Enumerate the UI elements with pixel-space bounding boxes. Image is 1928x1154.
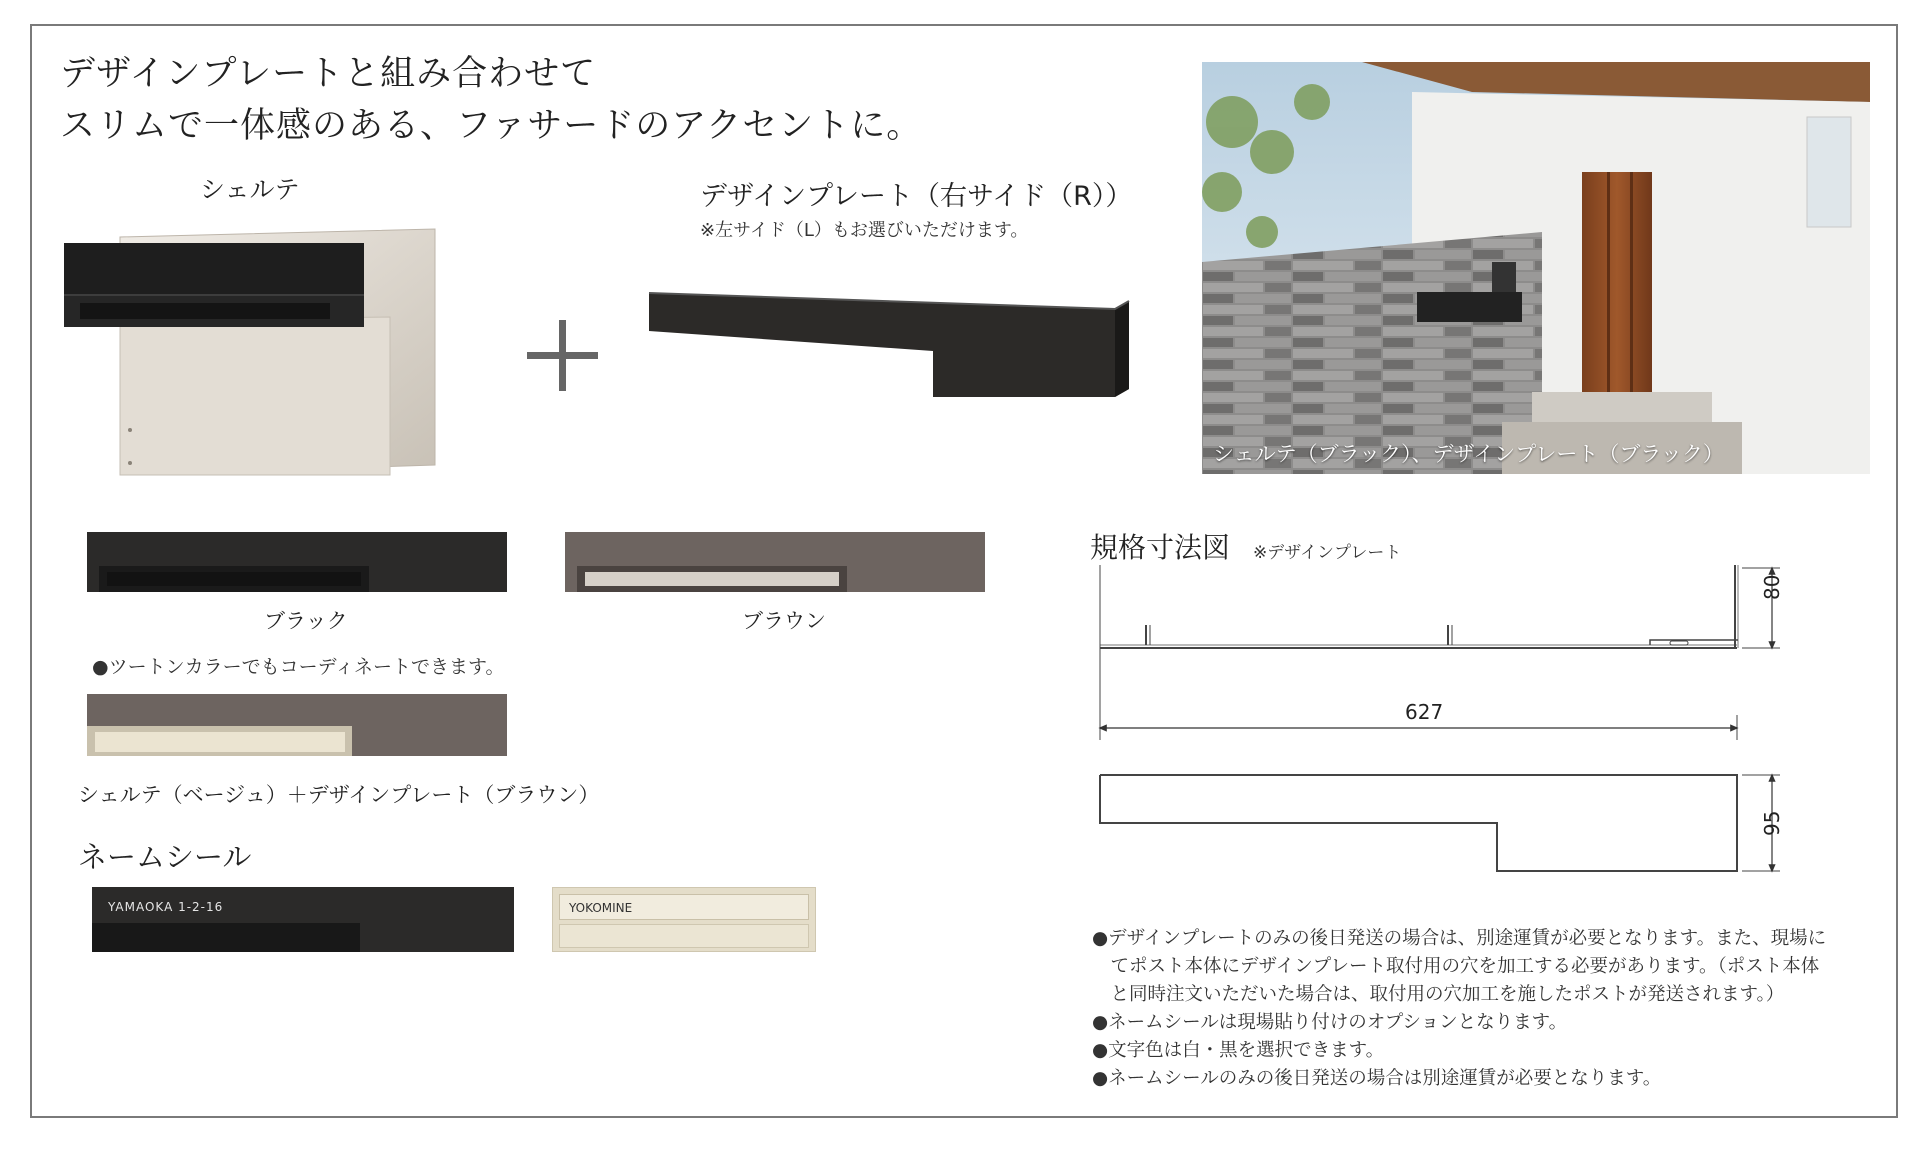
note-item: と同時注文いただいた場合は、取付用の穴加工を施したポストが発送されます。）: [1092, 984, 1785, 1005]
plate-brown-swatch: [563, 530, 988, 596]
name-seal-title: ネームシール: [78, 840, 252, 874]
headline-line-2: スリムで一体感のある、ファサードのアクセントに。: [60, 106, 923, 146]
note-item: ●デザインプレートのみの後日発送の場合は、別途運賃が必要となります。また、現場に: [1092, 928, 1827, 949]
name-seal-black-slot: [92, 923, 360, 952]
name-seal-black: [92, 887, 514, 952]
note-item: ●ネームシールは現場貼り付けのオプションとなります。: [1092, 1012, 1568, 1033]
plate-black-swatch: [85, 530, 510, 596]
plate-combo-swatch: [85, 692, 510, 760]
black-label: ブラック: [264, 609, 348, 633]
dimensions-title: 規格寸法図: [1090, 531, 1231, 564]
dimension-width: 627: [1405, 700, 1444, 724]
design-plate-illustration: [645, 285, 1135, 400]
combo-label: シェルテ（ベージュ）＋デザインプレート（ブラウン）: [78, 783, 600, 807]
plate-note: ※左サイド（L）もお選びいただけます。: [700, 220, 1029, 241]
two-tone-note: ●ツートンカラーでもコーディネートできます。: [92, 656, 505, 678]
name-seal-beige-slot: [559, 924, 809, 948]
dimension-drawing: [1090, 565, 1810, 880]
notes-list: [1092, 925, 1826, 1093]
name-seal-black-text: YAMAOKA 1-2-16: [108, 900, 224, 914]
plus-icon: [525, 318, 600, 393]
dimensions-subtitle: ※デザインプレート: [1253, 543, 1402, 563]
mailbox-illustration: [60, 225, 450, 480]
dimension-height-top: 80: [1760, 574, 1784, 600]
plate-label: デザインプレート（右サイド（R））: [700, 181, 1133, 212]
note-item: ●ネームシールのみの後日発送の場合は別途運賃が必要となります。: [1092, 1068, 1662, 1089]
note-item: ●文字色は白・黒を選択できます。: [1092, 1040, 1385, 1061]
name-seal-beige-text: YOKOMINE: [569, 901, 633, 915]
dimension-height-bottom: 95: [1760, 810, 1784, 836]
headline: [60, 48, 922, 152]
headline-line-1: デザインプレートと組み合わせて: [60, 54, 597, 94]
brown-label: ブラウン: [742, 609, 826, 633]
photo-caption: シェルテ（ブラック）、デザインプレート（ブラック）: [1213, 442, 1724, 466]
entrance-photo: [1202, 62, 1870, 474]
post-label: シェルテ: [200, 175, 300, 204]
name-seal-beige: [552, 887, 816, 952]
note-item: てポスト本体にデザインプレート取付用の穴を加工する必要があります。（ポスト本体: [1092, 956, 1820, 977]
